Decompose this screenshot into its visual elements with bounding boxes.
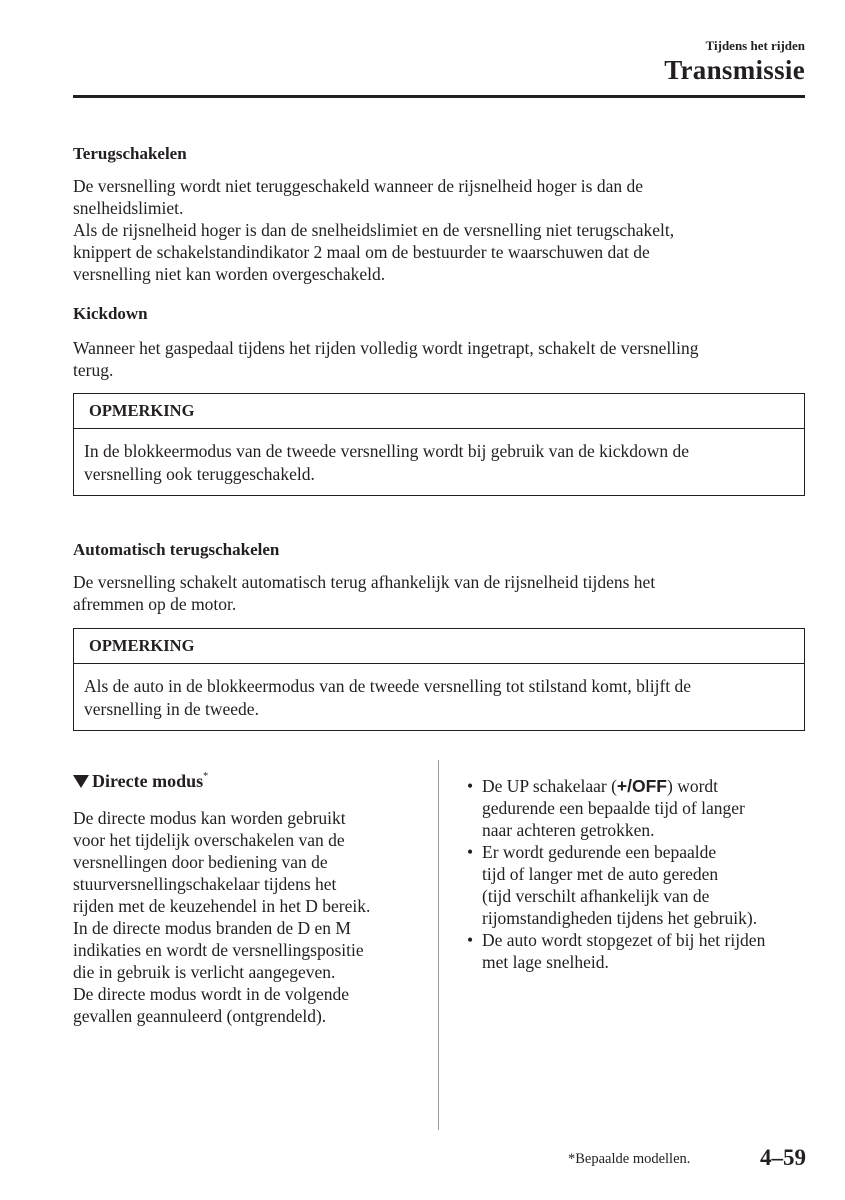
page-number: 4–59 — [760, 1145, 806, 1170]
bullet-item — [467, 775, 765, 841]
bullet-icon: • — [467, 930, 474, 950]
bullet-icon: • — [467, 842, 474, 862]
bullet-item — [467, 929, 765, 973]
text-line: voor het tijdelijk overschakelen van de — [73, 830, 345, 850]
header-rule — [73, 95, 805, 98]
text-line: tijd of langer met de auto gereden — [482, 864, 719, 884]
note-heading: OPMERKING — [74, 394, 804, 429]
bullet-item — [467, 841, 765, 929]
note-heading: OPMERKING — [74, 629, 804, 664]
heading-directe-modus — [73, 771, 208, 792]
text-line: gedurende een bepaalde tijd of langer — [482, 798, 745, 818]
text-line: terug. — [73, 360, 114, 380]
text-line: De versnelling wordt niet teruggeschakeld wanneer de rijsnelheid hoger is dan de — [73, 176, 644, 196]
note-body — [74, 429, 804, 495]
footnote: *Bepaalde modellen. — [568, 1151, 691, 1167]
triangle-down-icon — [73, 775, 89, 788]
note-body — [74, 664, 804, 730]
bullet-icon: • — [467, 776, 474, 796]
paragraph-automatisch — [73, 571, 655, 615]
text-line: knippert de schakelstandindikator 2 maal om de bestuurder te waarschuwen dat de — [73, 242, 650, 262]
paragraph-terugschakelen — [73, 175, 674, 285]
paragraph-directe-modus — [73, 807, 370, 1027]
text-line: met lage snelheid. — [482, 952, 609, 972]
note-box-2 — [73, 628, 805, 731]
text-line: In de blokkeermodus van de tweede versnelling wordt bij gebruik van de kickdown de — [84, 441, 690, 461]
bullet-text — [482, 841, 765, 929]
page-title: Transmissie — [664, 55, 805, 85]
footnote-marker: * — [203, 771, 209, 782]
text-line: De auto wordt stopgezet of bij het rijden — [482, 930, 766, 950]
column-divider — [438, 760, 439, 1130]
text-line: De directe modus wordt in de volgende — [73, 984, 350, 1004]
text-line: Als de rijsnelheid hoger is dan de snelheidslimiet en de versnelling niet terugschakelt, — [73, 220, 675, 240]
text-line: rijomstandigheden tijdens het gebruik). — [482, 908, 758, 928]
text-line: stuurversnellingschakelaar tijdens het — [73, 874, 337, 894]
bullet-text: De UP schakelaar ( — [482, 776, 617, 796]
text-line: naar achteren getrokken. — [482, 820, 655, 840]
paragraph-kickdown — [73, 337, 698, 381]
bullet-text — [482, 929, 765, 973]
text-line: Wanneer het gaspedaal tijdens het rijden volledig wordt ingetrapt, schakelt de versnelling — [73, 338, 699, 358]
text-line: indikaties en wordt de versnellingspositie — [73, 940, 364, 960]
text-line: versnelling in de tweede. — [84, 699, 259, 719]
text-line: snelheidslimiet. — [73, 198, 184, 218]
heading-automatisch: Automatisch terugschakelen — [73, 540, 280, 559]
text-line: De versnelling schakelt automatisch terug afhankelijk van de rijsnelheid tijdens het — [73, 572, 656, 592]
bullet-text — [482, 797, 765, 841]
heading-text: Directe modus — [92, 771, 204, 791]
text-line: Er wordt gedurende een bepaalde — [482, 842, 717, 862]
note-box-1 — [73, 393, 805, 496]
heading-terugschakelen: Terugschakelen — [73, 144, 187, 163]
text-line: In de directe modus branden de D en M — [73, 918, 351, 938]
up-switch-label: +/OFF — [616, 776, 667, 796]
text-line: De directe modus kan worden gebruikt — [73, 808, 346, 828]
text-line: die in gebruik is verlicht aangegeven. — [73, 962, 336, 982]
heading-kickdown: Kickdown — [73, 304, 148, 323]
section-label: Tijdens het rijden — [705, 38, 805, 53]
text-line: versnellingen door bediening van de — [73, 852, 328, 872]
text-line: rijden met de keuzehendel in het D bereik. — [73, 896, 371, 916]
text-line: gevallen geannuleerd (ontgrendeld). — [73, 1006, 327, 1026]
text-line: versnelling niet kan worden overgeschakeld. — [73, 264, 386, 284]
bullet-text: ) wordt — [667, 776, 719, 796]
text-line: versnelling ook teruggeschakeld. — [84, 464, 315, 484]
text-line: Als de auto in de blokkeermodus van de tweede versnelling tot stilstand komt, blijft de — [84, 676, 692, 696]
bullet-list — [467, 775, 765, 973]
text-line: (tijd verschilt afhankelijk van de — [482, 886, 710, 906]
text-line: afremmen op de motor. — [73, 594, 237, 614]
